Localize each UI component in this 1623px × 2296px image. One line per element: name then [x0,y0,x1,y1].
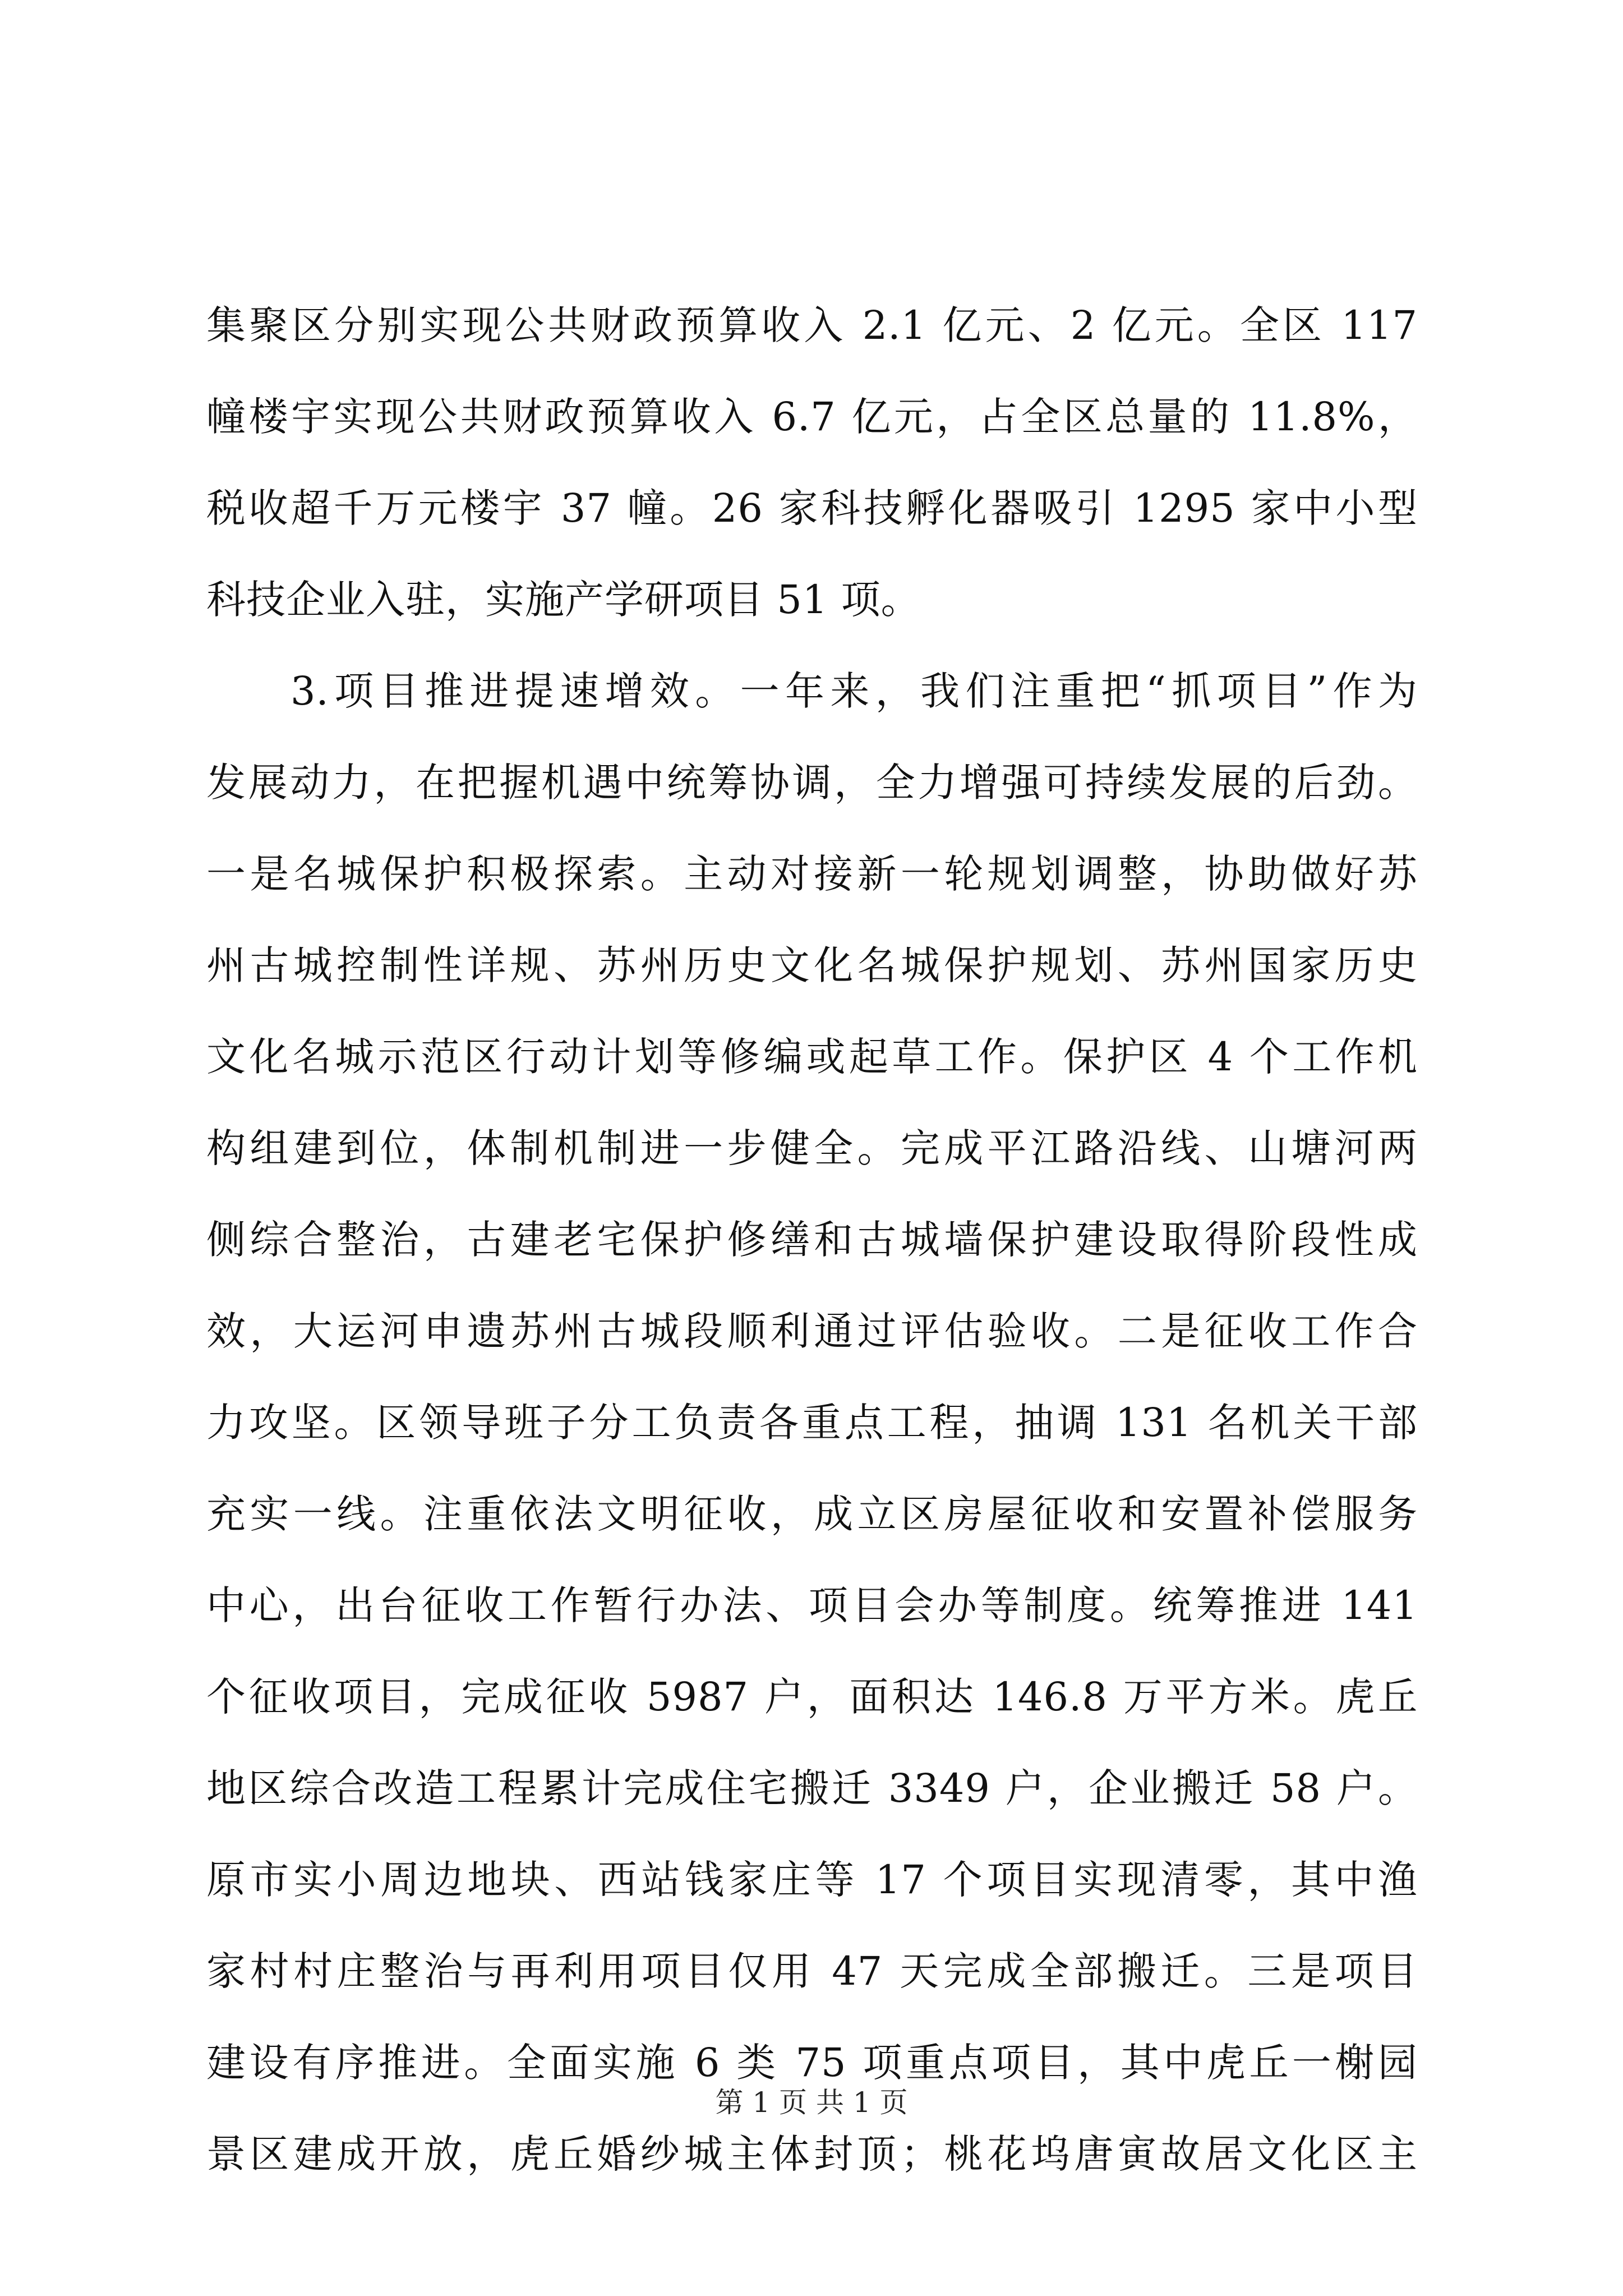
text-line: 构组建到位，体制机制进一步健全。完成平江路沿线、山塘河两 [206,1125,1418,1171]
text-line: 景区建成开放，虎丘婚纱城主体封顶；桃花坞唐寅故居文化区主 [206,2131,1418,2177]
text-line: 发展动力，在把握机遇中统筹协调，全力增强可持续发展的后劲。 [206,760,1418,806]
text-line: 幢楼宇实现公共财政预算收入 6.7 亿元，占全区总量的 11.8%， [206,394,1418,440]
body-text [206,297,1418,2217]
page-number-footer: 第 1 页 共 1 页 [715,2086,908,2119]
text-line: 3.项目推进提速增效。一年来，我们注重把“抓项目”作为 [291,668,1418,714]
text-line: 一是名城保护积极探索。主动对接新一轮规划调整，协助做好苏 [206,851,1418,897]
text-line: 原市实小周边地块、西站钱家庄等 17 个项目实现清零，其中渔 [206,1857,1418,1903]
text-line: 科技企业入驻，实施产学研项目 51 项。 [206,577,921,623]
text-line: 充实一线。注重依法文明征收，成立区房屋征收和安置补偿服务 [206,1491,1418,1537]
text-line: 地区综合改造工程累计完成住宅搬迁 3349 户，企业搬迁 58 户。 [206,1765,1418,1811]
text-line: 集聚区分别实现公共财政预算收入 2.1 亿元、2 亿元。全区 117 [206,302,1418,348]
text-line: 家村村庄整治与再利用项目仅用 47 天完成全部搬迁。三是项目 [206,1948,1418,1994]
text-line: 侧综合整治，古建老宅保护修缮和古城墙保护建设取得阶段性成 [206,1217,1418,1263]
text-line: 力攻坚。区领导班子分工负责各重点工程，抽调 131 名机关干部 [206,1400,1418,1446]
text-line: 效，大运河申遗苏州古城段顺利通过评估验收。二是征收工作合 [206,1308,1418,1354]
text-line: 文化名城示范区行动计划等修编或起草工作。保护区 4 个工作机 [206,1034,1418,1080]
text-line: 州古城控制性详规、苏州历史文化名城保护规划、苏州国家历史 [206,942,1418,988]
text-line: 个征收项目，完成征收 5987 户，面积达 146.8 万平方米。虎丘 [206,1674,1418,1720]
text-line: 中心，出台征收工作暂行办法、项目会办等制度。统筹推进 141 [206,1582,1418,1628]
text-line: 税收超千万元楼宇 37 幢。26 家科技孵化器吸引 1295 家中小型 [206,485,1418,531]
text-line: 建设有序推进。全面实施 6 类 75 项重点项目，其中虎丘一榭园 [206,2040,1418,2086]
